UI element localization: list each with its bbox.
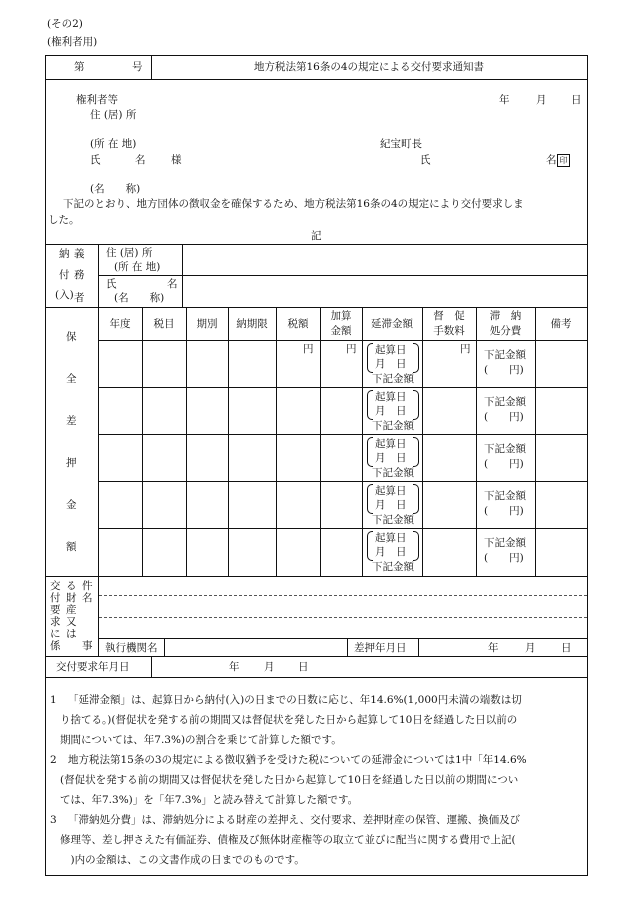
table-side-4: 押 (66, 457, 77, 469)
prop-side-3: 要 (50, 604, 61, 616)
table-side-6: 額 (66, 541, 77, 553)
col-tainou-1: 滞 納 (489, 310, 522, 322)
issuer-name-b: 名 (546, 154, 557, 166)
note-number: 2 (50, 754, 57, 766)
seize-date-label: 差押年月日 (354, 642, 407, 654)
taxpayer-address: 住 (居) 所 (106, 247, 153, 259)
kaki-label: 下記金額 (372, 561, 414, 573)
intro-text: 下記のとおり、地方団体の徴収金を確保するため、地方税法第16条の4の規定により交付要求しま (63, 198, 524, 210)
note-line: 「延滞金額」は、起算日から納付(入)の日までの日数に応じ、年14.6%(1,000円未満の端数は切 (68, 694, 522, 706)
table-side-5: 金 (66, 499, 77, 511)
tsuki-hi-label: 月 日 (375, 405, 407, 417)
kisan-label: 起算日 (375, 344, 407, 356)
taxpayer-location: (所 在 地) (114, 261, 161, 273)
col-zeigaku: 税額 (287, 318, 309, 330)
frame-right (587, 55, 588, 876)
table-side-2: 全 (66, 373, 77, 385)
issuer-title: 紀宝町長 (380, 138, 422, 150)
prop-side-6: 係 (50, 640, 61, 652)
col-tainou-2: 処分費 (489, 325, 522, 337)
prop-side-8: 財 (66, 592, 77, 604)
taxpayer-name-a: 氏 (106, 278, 117, 290)
tsuki-hi-label: 月 日 (375, 452, 407, 464)
kisan-label: 起算日 (375, 391, 407, 403)
yen-kasan: 円 (346, 343, 357, 355)
form-number: (その2) (47, 18, 83, 30)
prop-side-14: 事 (82, 640, 93, 652)
shobunhi-yen: ( 円) (484, 458, 524, 470)
taxpayer-corp-name: (名 称) (114, 292, 165, 304)
kaki-label: 下記金額 (372, 373, 414, 385)
kaki-label: 下記金額 (372, 467, 414, 479)
addressee-sama: 様 (171, 154, 182, 166)
date-day: 日 (571, 94, 582, 106)
prop-side-7: る (66, 580, 77, 592)
issuer-name-a: 氏 (420, 154, 431, 166)
col-tokusoku-2: 手数料 (433, 325, 465, 337)
seize-month: 月 (525, 642, 536, 654)
shobunhi-yen: ( 円) (484, 505, 524, 517)
note-line: 「滞納処分費」は、滞納処分による財産の差押え、交付要求、差押財産の保管、運搬、換価及び (68, 814, 521, 826)
request-year: 年 (229, 661, 240, 673)
shobunhi-yen: ( 円) (484, 364, 524, 376)
kisan-label: 起算日 (375, 438, 407, 450)
kaki-label: 下記金額 (372, 514, 414, 526)
note-line: り捨てる。)(督促状を発する前の期間又は督促状を発した日から起算して10日を経過した日以前の (60, 714, 518, 726)
ki-label: 記 (311, 230, 322, 242)
taxpayer-side-4: 義 (74, 248, 85, 260)
date-month: 月 (536, 94, 547, 106)
seize-day: 日 (561, 642, 572, 654)
table-side-1: 保 (66, 331, 77, 343)
col-entaikin: 延滞金額 (371, 318, 413, 330)
kaki-label: 下記金額 (372, 420, 414, 432)
shobunhi-kaki: 下記金額 (484, 349, 526, 361)
request-date-label: 交付要求年月日 (56, 661, 130, 673)
col-kibetsu: 期別 (196, 318, 218, 330)
note-line: ては、年7.3%)」を「年7.3%」と読み替えて計算した額です。 (60, 794, 359, 806)
intro-text-2: した。 (48, 214, 80, 226)
note-number: 3 (50, 814, 57, 826)
col-noukigen: 納期限 (236, 318, 268, 330)
col-zeimoku: 税目 (153, 318, 175, 330)
yen-zeigaku: 円 (303, 343, 314, 355)
taxpayer-side-6: 者 (74, 292, 85, 304)
col-kasan-1: 加算 (330, 310, 352, 322)
prop-side-5: に (50, 628, 61, 640)
frame-left (45, 55, 46, 876)
prop-side-2: 付 (50, 592, 61, 604)
title-go: 号 (132, 61, 143, 73)
table-side-3: 差 (66, 415, 77, 427)
prop-side-13: 名 (82, 592, 93, 604)
prop-side-9: 産 (66, 604, 77, 616)
request-day: 日 (298, 661, 309, 673)
shobunhi-kaki: 下記金額 (484, 537, 526, 549)
col-bikou: 備考 (550, 318, 572, 330)
addressee-address: 住 (居) 所 (90, 109, 137, 121)
kisan-label: 起算日 (375, 485, 407, 497)
usage-label: (権利者用) (47, 36, 98, 48)
document-title: 地方税法第16条の4の規定による交付要求通知書 (253, 61, 485, 73)
frame-top (45, 55, 588, 56)
col-kasan-2: 金額 (330, 325, 352, 337)
org-label: 執行機関名 (105, 642, 158, 654)
prop-side-1: 交 (50, 580, 61, 592)
taxpayer-name-b: 名 (167, 278, 178, 290)
shobunhi-yen: ( 円) (484, 411, 524, 423)
taxpayer-side-1: 納 (59, 248, 70, 260)
note-line: 期間については、年7.3%)の割合を乗じて計算した額です。 (60, 734, 342, 746)
seal-mark: 印 (557, 154, 570, 167)
kisan-label: 起算日 (375, 532, 407, 544)
seize-year: 年 (488, 642, 499, 654)
title-dai: 第 (74, 61, 85, 73)
tsuki-hi-label: 月 日 (375, 358, 407, 370)
addressee-location: (所 在 地) (90, 138, 137, 150)
shobunhi-kaki: 下記金額 (484, 490, 526, 502)
prop-side-11: は (66, 628, 77, 640)
note-line: )内の金額は、この文書作成の日までのものです。 (60, 854, 305, 866)
addressee-name-b: 名 (135, 154, 146, 166)
prop-side-12: 件 (82, 580, 93, 592)
shobunhi-kaki: 下記金額 (484, 443, 526, 455)
date-year: 年 (499, 94, 510, 106)
note-line: 地方税法第15条の3の規定による徴収猶予を受けた税についての延滞金については1中「年14.6% (68, 754, 527, 766)
tsuki-hi-label: 月 日 (375, 499, 407, 511)
tsuki-hi-label: 月 日 (375, 546, 407, 558)
yen-tokusoku: 円 (460, 343, 471, 355)
note-number: 1 (50, 694, 57, 706)
shobunhi-yen: ( 円) (484, 552, 524, 564)
addressee-corp-name: (名 称) (90, 183, 141, 195)
addressee-name-a: 氏 (90, 154, 101, 166)
taxpayer-side-2: 付 (59, 269, 70, 281)
request-month: 月 (264, 661, 275, 673)
col-nendo: 年度 (109, 318, 131, 330)
shobunhi-kaki: 下記金額 (484, 396, 526, 408)
addressee-label: 権利者等 (76, 94, 118, 106)
taxpayer-side-5: 務 (74, 269, 85, 281)
col-tokusoku-1: 督 促 (433, 310, 465, 322)
note-line: (督促状を発する前の期間又は督促状を発した日から起算して10日を経過した日以前の期間につい (60, 774, 519, 786)
prop-side-4: 求 (50, 616, 61, 628)
prop-side-10: 又 (66, 616, 77, 628)
taxpayer-side-3: (入) (55, 289, 74, 301)
frame-bottom (45, 875, 588, 876)
note-line: 修理等、差し押さえた有価証券、債権及び無体財産権等の取立て並びに配当に関する費用で上記( (60, 834, 516, 846)
